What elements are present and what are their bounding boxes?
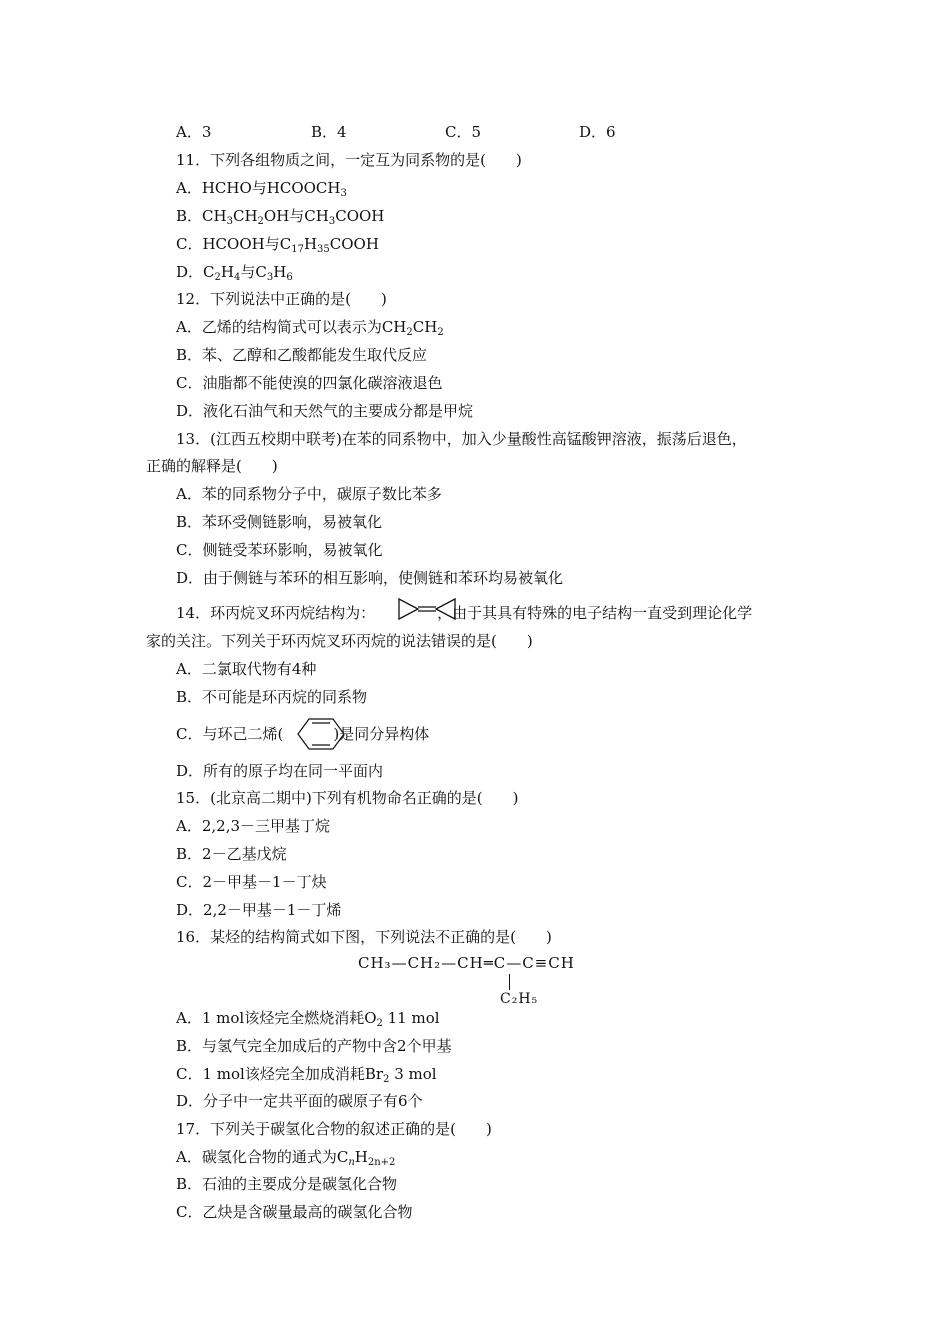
- q17-stem: 17．下列关于碳氢化合物的叙述正确的是( ): [176, 1120, 492, 1138]
- q12-option-a: A．乙烯的结构简式可以表示为$CH_2CH_2$: [176, 318, 444, 338]
- q15-option-c: C．2－甲基－1－丁炔: [176, 873, 327, 891]
- q13-stem-line1: 13．(江西五校期中联考)在苯的同系物中，加入少量酸性高锰酸钾溶液，振荡后退色，: [176, 430, 747, 448]
- q16-option-c: C．1 mol该烃完全加成消耗$Br_2$ 3 mol: [176, 1065, 437, 1085]
- q16-option-b: B．与氢气完全加成后的产物中含2个甲基: [176, 1037, 452, 1055]
- q17-option-c: C．乙炔是含碳量最高的碳氢化合物: [176, 1203, 413, 1221]
- q14-stem-line1: 14．环丙烷叉环丙烷结构为： ，由于其具有特殊的电子结构一直受到理论化学: [176, 604, 753, 622]
- q14-option-c: C．与环己二烯( )是同分异构体: [176, 725, 430, 743]
- q11-option-b: B．$CH_3CH_2OH$与$CH_3COOH$: [176, 207, 385, 227]
- q10-option-d: D．6: [579, 123, 616, 141]
- q12-option-d: D．液化石油气和天然气的主要成分都是甲烷: [176, 402, 474, 420]
- q13-option-b: B．苯环受侧链影响，易被氧化: [176, 513, 383, 531]
- q14-stem-line2: 家的关注。下列关于环丙烷叉环丙烷的说法错误的是( ): [146, 632, 533, 650]
- q12-stem: 12．下列说法中正确的是( ): [176, 290, 387, 308]
- q13-option-c: C．侧链受苯环影响，易被氧化: [176, 541, 383, 559]
- q11-option-a: A．HCHO与$HCOOCH_3$: [176, 179, 347, 199]
- q16-branch-bond: [509, 974, 510, 990]
- q16-structural-formula: CH₃—CH₂—CH═C—C≡CH: [358, 954, 575, 972]
- q16-option-a: A．1 mol该烃完全燃烧消耗$O_2$ 11 mol: [176, 1009, 440, 1029]
- q13-stem-line2: 正确的解释是( ): [146, 457, 278, 475]
- q11-stem: 11．下列各组物质之间，一定互为同系物的是( ): [176, 151, 522, 169]
- q14-option-a: A．二氯取代物有4种: [176, 660, 317, 678]
- q10-option-c: C．5: [445, 123, 482, 141]
- q16-stem: 16．某烃的结构简式如下图，下列说法不正确的是( ): [176, 928, 552, 946]
- q13-option-d: D．由于侧链与苯环的相互影响，使侧链和苯环均易被氧化: [176, 569, 564, 587]
- q14-option-d: D．所有的原子均在同一平面内: [176, 762, 384, 780]
- q15-option-b: B．2－乙基戊烷: [176, 845, 287, 863]
- q13-option-a: A．苯的同系物分子中，碳原子数比苯多: [176, 485, 442, 503]
- q17-option-a: A．碳氢化合物的通式为$C_nH_{2n+2}$: [176, 1148, 396, 1168]
- q14-option-b: B．不可能是环丙烷的同系物: [176, 688, 368, 706]
- q15-option-d: D．2,2－甲基－1－丁烯: [176, 901, 342, 919]
- q15-stem: 15．(北京高二期中)下列有机物命名正确的是( ): [176, 789, 519, 807]
- q15-option-a: A．2,2,3－三甲基丁烷: [176, 817, 330, 835]
- cyclohexadiene-structure: [296, 716, 346, 752]
- q10-option-a: A．3: [176, 123, 212, 141]
- q10-option-b: B．4: [311, 123, 347, 141]
- q12-option-c: C．油脂都不能使溴的四氯化碳溶液退色: [176, 374, 443, 392]
- q11-option-d: D．$C_2H_4$与$C_3H_6$: [176, 263, 293, 283]
- bicyclopropylidene-structure: [396, 597, 458, 621]
- q12-option-b: B．苯、乙醇和乙酸都能发生取代反应: [176, 346, 428, 364]
- q11-option-c: C．HCOOH与$C_{17}H_{35}COOH$: [176, 235, 379, 255]
- q17-option-b: B．石油的主要成分是碳氢化合物: [176, 1175, 398, 1193]
- q16-branch-group: C₂H₅: [500, 991, 539, 1007]
- q16-option-d: D．分子中一定共平面的碳原子有6个: [176, 1092, 423, 1110]
